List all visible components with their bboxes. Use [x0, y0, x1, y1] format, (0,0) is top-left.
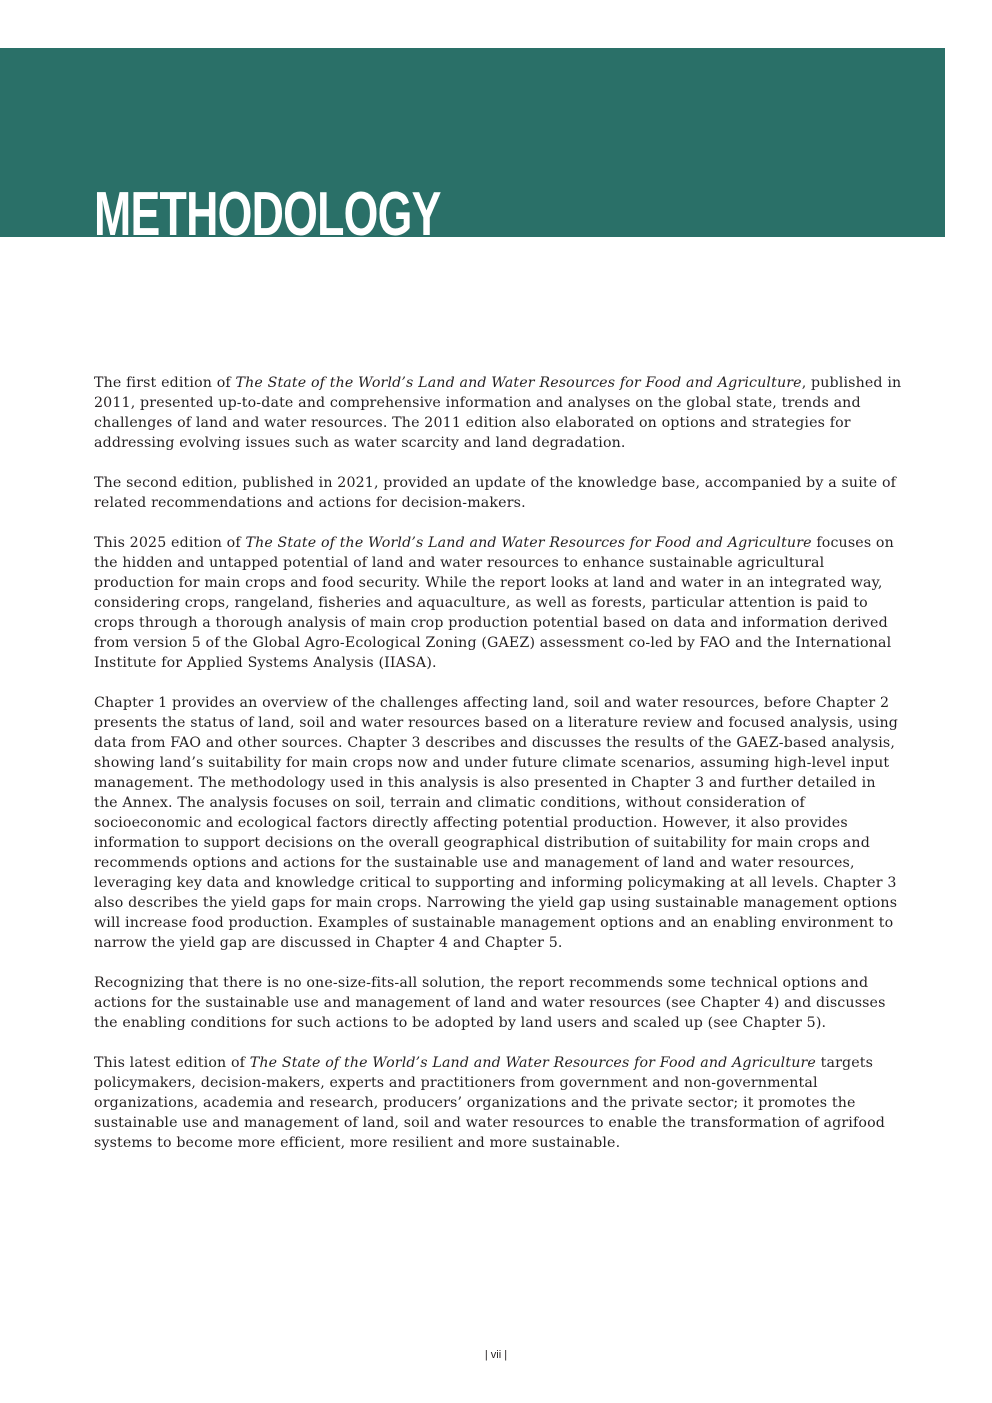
paragraph-2025-edition [94, 533, 902, 673]
paragraph-text: , published in 2011, presented up-to-date and comprehensive information and analyses on the global state, trends and challenges of land and water resources. The 2011 edition also elaborated on options and strategies for addressing evolving issues such as water scarcity and land degradation. [94, 375, 902, 451]
paragraph-text: targets policymakers, decision-makers, experts and practitioners from government and non-governmental organizations, academia and research, producers’ organizations and the private sector; it promotes the sustainable use and management of land, soil and water resources to enable the transformation of agrifood systems to become more efficient, more resilient and more sustainable. [94, 1055, 886, 1151]
paragraph-chapters-overview: Chapter 1 provides an overview of the challenges affecting land, soil and water resources, before Chapter 2 presents the status of land, soil and water resources based on a literature review and focused analysis, using data from FAO and other sources. Chapter 3 describes and discusses the results of the GAEZ-based analysis, showing land’s suitability for main crops now and under future climate scenarios, assuming high-level input management. The methodology used in this analysis is also presented in Chapter 3 and further detailed in the Annex. The analysis focuses on soil, terrain and climatic conditions, without consideration of socioeconomic and ecological factors directly affecting potential production. However, it also provides information to support decisions on the overall geographical distribution of suitability for main crops and recommends options and actions for the sustainable use and management of land and water resources, leveraging key data and knowledge critical to supporting and informing policymaking at all levels. Chapter 3 also describes the yield gaps for main crops. Narrowing the yield gap using sustainable management options will increase food production. Examples of sustainable management options and an enabling environment to narrow the yield gap are discussed in Chapter 4 and Chapter 5. [94, 695, 898, 951]
paragraph-target-audience [94, 1053, 902, 1153]
paragraph-text: The first edition of [94, 375, 236, 391]
report-title-italic: The State of the World’s Land and Water Resources for Food and Agriculture [249, 1055, 816, 1071]
paragraph-first-edition [94, 373, 902, 453]
paragraph-text: This 2025 edition of [94, 535, 246, 551]
paragraph-text: This latest edition of [94, 1055, 250, 1071]
paragraph-second-edition: The second edition, published in 2021, provided an update of the knowledge base, accompanied by a suite of related recommendations and actions for decision-makers. [94, 475, 897, 511]
report-title-italic: The State of the World’s Land and Water Resources for Food and Agriculture [235, 375, 802, 391]
page-number: | vii | [484, 1349, 508, 1361]
page-title: METHODOLOGY [94, 180, 441, 237]
paragraph-text: focuses on the hidden and untapped potential of land and water resources to enhance sustainable agricultural production for main crops and food security. While the report looks at land and water in an integrated way, considering crops, rangeland, fisheries and aquaculture, as well as forests, particular attention is paid to crops through a thorough analysis of main crop production potential based on data and information derived from version 5 of the Global Agro-Ecological Zoning (GAEZ) assessment co-led by FAO and the International Institute for Applied Systems Analysis (IIASA). [94, 535, 894, 671]
report-title-italic: The State of the World’s Land and Water Resources for Food and Agriculture [245, 535, 812, 551]
paragraph-recommendations: Recognizing that there is no one-size-fits-all solution, the report recommends some technical options and actions for the sustainable use and management of land and water resources (see Chapter 4) and discusses the enabling conditions for such actions to be adopted by land users and scaled up (see Chapter 5). [94, 975, 886, 1031]
body-text [94, 373, 902, 1173]
header-banner [0, 48, 945, 237]
